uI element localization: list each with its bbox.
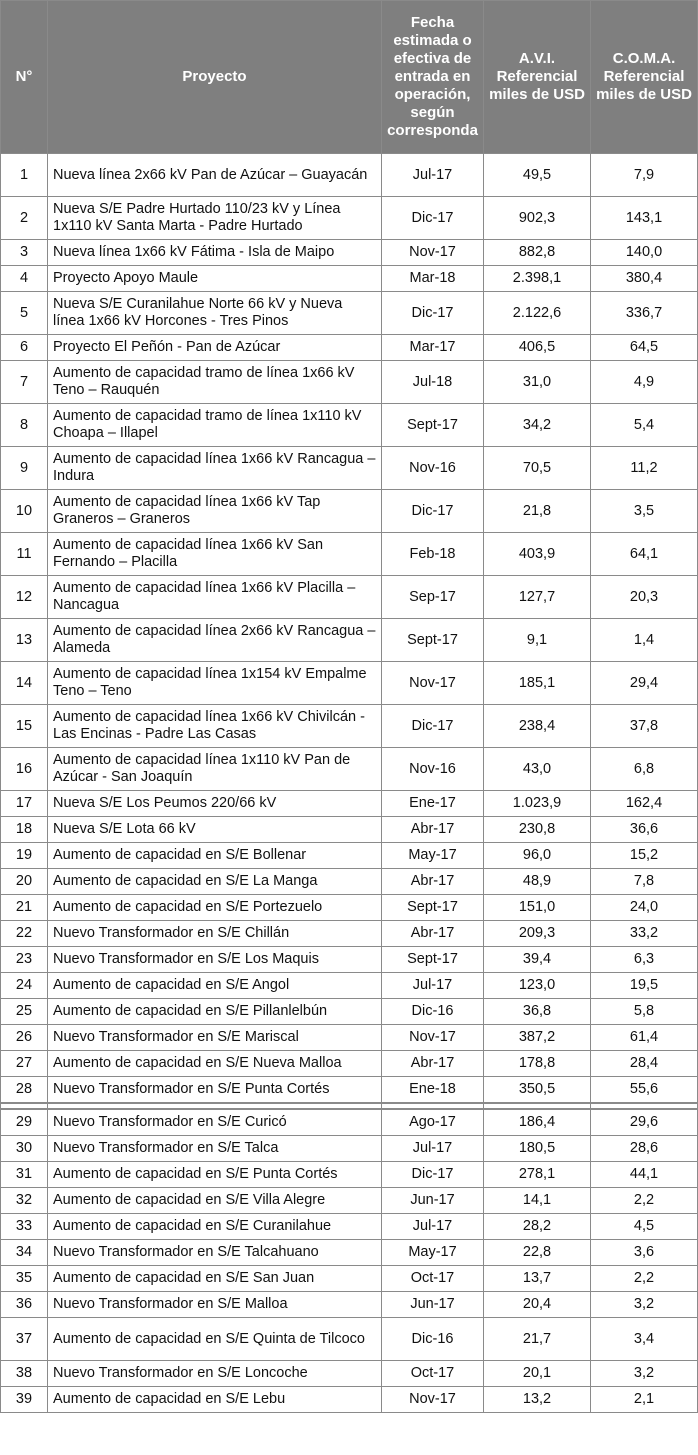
table-row [1,619,698,662]
row-number-cell: 39 [1,1387,48,1413]
date-cell: Dic-17 [382,292,484,335]
avi-cell: 185,1 [484,662,591,705]
project-name-cell: Aumento de capacidad en S/E Villa Alegre [48,1188,382,1214]
avi-cell: 406,5 [484,335,591,361]
coma-cell: 3,5 [591,490,698,533]
header-number: N° [1,1,48,154]
row-number-cell: 4 [1,266,48,292]
table-row [1,947,698,973]
header-row [1,1,698,154]
table-row [1,817,698,843]
table-row [1,404,698,447]
avi-cell: 13,7 [484,1266,591,1292]
table-row [1,1361,698,1387]
row-number-cell: 3 [1,240,48,266]
row-number-cell: 5 [1,292,48,335]
table-row [1,576,698,619]
row-number-cell: 9 [1,447,48,490]
row-number-cell: 37 [1,1318,48,1361]
row-number-cell: 22 [1,921,48,947]
coma-cell: 2,2 [591,1266,698,1292]
row-number-cell: 21 [1,895,48,921]
table-row [1,921,698,947]
date-cell: Mar-18 [382,266,484,292]
project-name-cell: Aumento de capacidad tramo de línea 1x110 kV Choapa – Illapel [48,404,382,447]
table-row [1,895,698,921]
coma-cell: 33,2 [591,921,698,947]
table-row [1,292,698,335]
date-cell: Abr-17 [382,1051,484,1077]
table-row [1,361,698,404]
row-number-cell: 38 [1,1361,48,1387]
date-cell: Nov-17 [382,1387,484,1413]
project-name-cell: Aumento de capacidad tramo de línea 1x66 kV Teno – Rauquén [48,361,382,404]
row-number-cell: 31 [1,1162,48,1188]
row-number-cell: 25 [1,999,48,1025]
table-row [1,843,698,869]
row-number-cell: 36 [1,1292,48,1318]
date-cell: Nov-17 [382,1025,484,1051]
coma-cell: 11,2 [591,447,698,490]
coma-cell: 28,6 [591,1136,698,1162]
row-number-cell: 35 [1,1266,48,1292]
date-cell: Nov-17 [382,240,484,266]
table-row [1,1109,698,1136]
date-cell: Nov-16 [382,447,484,490]
avi-cell: 178,8 [484,1051,591,1077]
date-cell: Feb-18 [382,533,484,576]
avi-cell: 22,8 [484,1240,591,1266]
avi-cell: 20,4 [484,1292,591,1318]
table-row [1,1025,698,1051]
row-number-cell: 17 [1,791,48,817]
row-number-cell: 10 [1,490,48,533]
coma-cell: 61,4 [591,1025,698,1051]
avi-cell: 14,1 [484,1188,591,1214]
table-row [1,1077,698,1104]
coma-cell: 4,5 [591,1214,698,1240]
table-row [1,1292,698,1318]
table-row [1,791,698,817]
coma-cell: 336,7 [591,292,698,335]
coma-cell: 3,2 [591,1361,698,1387]
table-row [1,154,698,197]
row-number-cell: 28 [1,1077,48,1104]
project-name-cell: Aumento de capacidad línea 1x66 kV Rancagua – Indura [48,447,382,490]
row-number-cell: 23 [1,947,48,973]
coma-cell: 2,1 [591,1387,698,1413]
table-row [1,335,698,361]
date-cell: Oct-17 [382,1361,484,1387]
project-name-cell: Aumento de capacidad línea 1x66 kV San Fernando – Placilla [48,533,382,576]
project-name-cell: Proyecto Apoyo Maule [48,266,382,292]
table-row [1,869,698,895]
project-name-cell: Aumento de capacidad en S/E Portezuelo [48,895,382,921]
header-date: Fecha estimada o efectiva de entrada en operación, según corresponda [382,1,484,154]
coma-cell: 3,6 [591,1240,698,1266]
avi-cell: 186,4 [484,1109,591,1136]
date-cell: Abr-17 [382,921,484,947]
date-cell: Abr-17 [382,817,484,843]
row-number-cell: 24 [1,973,48,999]
date-cell: Sept-17 [382,619,484,662]
coma-cell: 64,1 [591,533,698,576]
date-cell: Jul-17 [382,973,484,999]
row-number-cell: 12 [1,576,48,619]
coma-cell: 29,6 [591,1109,698,1136]
coma-cell: 3,2 [591,1292,698,1318]
date-cell: Ene-17 [382,791,484,817]
coma-cell: 380,4 [591,266,698,292]
avi-cell: 43,0 [484,748,591,791]
date-cell: Jul-17 [382,154,484,197]
date-cell: Sept-17 [382,947,484,973]
coma-cell: 7,9 [591,154,698,197]
project-name-cell: Nuevo Transformador en S/E Punta Cortés [48,1077,382,1104]
row-number-cell: 33 [1,1214,48,1240]
date-cell: Mar-17 [382,335,484,361]
avi-cell: 39,4 [484,947,591,973]
avi-cell: 48,9 [484,869,591,895]
avi-cell: 278,1 [484,1162,591,1188]
row-number-cell: 18 [1,817,48,843]
project-name-cell: Aumento de capacidad en S/E Quinta de Tilcoco [48,1318,382,1361]
avi-cell: 34,2 [484,404,591,447]
header-coma: C.O.M.A. Referencial miles de USD [591,1,698,154]
project-name-cell: Aumento de capacidad en S/E Punta Cortés [48,1162,382,1188]
coma-cell: 2,2 [591,1188,698,1214]
avi-cell: 1.023,9 [484,791,591,817]
table-row [1,1214,698,1240]
table-row [1,266,698,292]
project-name-cell: Nuevo Transformador en S/E Loncoche [48,1361,382,1387]
avi-cell: 902,3 [484,197,591,240]
date-cell: Nov-16 [382,748,484,791]
coma-cell: 143,1 [591,197,698,240]
row-number-cell: 2 [1,197,48,240]
project-name-cell: Nuevo Transformador en S/E Talcahuano [48,1240,382,1266]
table-row [1,1318,698,1361]
table-row [1,240,698,266]
date-cell: Sept-17 [382,895,484,921]
project-name-cell: Nueva S/E Lota 66 kV [48,817,382,843]
avi-cell: 180,5 [484,1136,591,1162]
row-number-cell: 14 [1,662,48,705]
row-number-cell: 26 [1,1025,48,1051]
avi-cell: 21,7 [484,1318,591,1361]
table-row [1,999,698,1025]
date-cell: May-17 [382,1240,484,1266]
header-project: Proyecto [48,1,382,154]
row-number-cell: 1 [1,154,48,197]
date-cell: Oct-17 [382,1266,484,1292]
avi-cell: 28,2 [484,1214,591,1240]
table-body [1,154,698,1413]
table-row [1,1266,698,1292]
project-name-cell: Nuevo Transformador en S/E Mariscal [48,1025,382,1051]
row-number-cell: 15 [1,705,48,748]
coma-cell: 3,4 [591,1318,698,1361]
project-name-cell: Nueva S/E Los Peumos 220/66 kV [48,791,382,817]
date-cell: Dic-16 [382,999,484,1025]
date-cell: May-17 [382,843,484,869]
avi-cell: 96,0 [484,843,591,869]
coma-cell: 64,5 [591,335,698,361]
table-row [1,197,698,240]
date-cell: Dic-16 [382,1318,484,1361]
coma-cell: 28,4 [591,1051,698,1077]
coma-cell: 6,8 [591,748,698,791]
project-name-cell: Aumento de capacidad línea 2x66 kV Rancagua – Alameda [48,619,382,662]
row-number-cell: 27 [1,1051,48,1077]
avi-cell: 31,0 [484,361,591,404]
project-name-cell: Aumento de capacidad en S/E Nueva Malloa [48,1051,382,1077]
avi-cell: 127,7 [484,576,591,619]
avi-cell: 230,8 [484,817,591,843]
avi-cell: 387,2 [484,1025,591,1051]
project-name-cell: Nuevo Transformador en S/E Talca [48,1136,382,1162]
avi-cell: 882,8 [484,240,591,266]
row-number-cell: 6 [1,335,48,361]
coma-cell: 55,6 [591,1077,698,1104]
table-row [1,447,698,490]
coma-cell: 5,4 [591,404,698,447]
coma-cell: 1,4 [591,619,698,662]
avi-cell: 9,1 [484,619,591,662]
row-number-cell: 19 [1,843,48,869]
project-name-cell: Nuevo Transformador en S/E Chillán [48,921,382,947]
project-name-cell: Aumento de capacidad en S/E Lebu [48,1387,382,1413]
row-number-cell: 29 [1,1109,48,1136]
table-row [1,705,698,748]
coma-cell: 44,1 [591,1162,698,1188]
date-cell: Sep-17 [382,576,484,619]
table-row [1,1240,698,1266]
avi-cell: 238,4 [484,705,591,748]
row-number-cell: 30 [1,1136,48,1162]
project-name-cell: Aumento de capacidad en S/E Curanilahue [48,1214,382,1240]
table-row [1,973,698,999]
row-number-cell: 7 [1,361,48,404]
table-row [1,748,698,791]
avi-cell: 2.398,1 [484,266,591,292]
project-name-cell: Nuevo Transformador en S/E Malloa [48,1292,382,1318]
project-name-cell: Aumento de capacidad en S/E Bollenar [48,843,382,869]
table-row [1,662,698,705]
table-row [1,1162,698,1188]
row-number-cell: 8 [1,404,48,447]
project-name-cell: Nuevo Transformador en S/E Los Maquis [48,947,382,973]
row-number-cell: 32 [1,1188,48,1214]
coma-cell: 29,4 [591,662,698,705]
avi-cell: 36,8 [484,999,591,1025]
coma-cell: 20,3 [591,576,698,619]
avi-cell: 2.122,6 [484,292,591,335]
avi-cell: 49,5 [484,154,591,197]
date-cell: Ago-17 [382,1109,484,1136]
project-name-cell: Nueva S/E Curanilahue Norte 66 kV y Nueva línea 1x66 kV Horcones - Tres Pinos [48,292,382,335]
coma-cell: 6,3 [591,947,698,973]
row-number-cell: 34 [1,1240,48,1266]
row-number-cell: 13 [1,619,48,662]
project-name-cell: Proyecto El Peñón - Pan de Azúcar [48,335,382,361]
date-cell: Abr-17 [382,869,484,895]
date-cell: Jun-17 [382,1292,484,1318]
table-row [1,533,698,576]
coma-cell: 5,8 [591,999,698,1025]
avi-cell: 403,9 [484,533,591,576]
avi-cell: 20,1 [484,1361,591,1387]
table-row [1,490,698,533]
row-number-cell: 20 [1,869,48,895]
row-number-cell: 16 [1,748,48,791]
table-header [1,1,698,154]
project-name-cell: Aumento de capacidad línea 1x110 kV Pan de Azúcar - San Joaquín [48,748,382,791]
avi-cell: 151,0 [484,895,591,921]
avi-cell: 70,5 [484,447,591,490]
project-name-cell: Nuevo Transformador en S/E Curicó [48,1109,382,1136]
coma-cell: 15,2 [591,843,698,869]
avi-cell: 21,8 [484,490,591,533]
project-name-cell: Aumento de capacidad línea 1x66 kV Placilla – Nancagua [48,576,382,619]
coma-cell: 162,4 [591,791,698,817]
date-cell: Jun-17 [382,1188,484,1214]
avi-cell: 13,2 [484,1387,591,1413]
project-name-cell: Aumento de capacidad línea 1x66 kV Tap Graneros – Graneros [48,490,382,533]
project-name-cell: Aumento de capacidad en S/E San Juan [48,1266,382,1292]
date-cell: Dic-17 [382,1162,484,1188]
coma-cell: 19,5 [591,973,698,999]
project-name-cell: Nueva línea 2x66 kV Pan de Azúcar – Guayacán [48,154,382,197]
date-cell: Jul-17 [382,1214,484,1240]
coma-cell: 140,0 [591,240,698,266]
date-cell: Jul-17 [382,1136,484,1162]
coma-cell: 4,9 [591,361,698,404]
coma-cell: 24,0 [591,895,698,921]
table-row [1,1387,698,1413]
date-cell: Jul-18 [382,361,484,404]
project-name-cell: Nueva línea 1x66 kV Fátima - Isla de Maipo [48,240,382,266]
project-name-cell: Aumento de capacidad línea 1x66 kV Chivilcán - Las Encinas - Padre Las Casas [48,705,382,748]
date-cell: Dic-17 [382,197,484,240]
date-cell: Nov-17 [382,662,484,705]
coma-cell: 37,8 [591,705,698,748]
avi-cell: 350,5 [484,1077,591,1104]
coma-cell: 36,6 [591,817,698,843]
table-row [1,1136,698,1162]
avi-cell: 123,0 [484,973,591,999]
project-name-cell: Aumento de capacidad en S/E Angol [48,973,382,999]
header-avi: A.V.I. Referencial miles de USD [484,1,591,154]
date-cell: Sept-17 [382,404,484,447]
project-name-cell: Aumento de capacidad en S/E La Manga [48,869,382,895]
table-row [1,1188,698,1214]
date-cell: Dic-17 [382,490,484,533]
date-cell: Ene-18 [382,1077,484,1104]
project-name-cell: Aumento de capacidad en S/E Pillanlelbún [48,999,382,1025]
table-row [1,1051,698,1077]
project-name-cell: Aumento de capacidad línea 1x154 kV Empalme Teno – Teno [48,662,382,705]
coma-cell: 7,8 [591,869,698,895]
project-name-cell: Nueva S/E Padre Hurtado 110/23 kV y Línea 1x110 kV Santa Marta - Padre Hurtado [48,197,382,240]
row-number-cell: 11 [1,533,48,576]
date-cell: Dic-17 [382,705,484,748]
avi-cell: 209,3 [484,921,591,947]
